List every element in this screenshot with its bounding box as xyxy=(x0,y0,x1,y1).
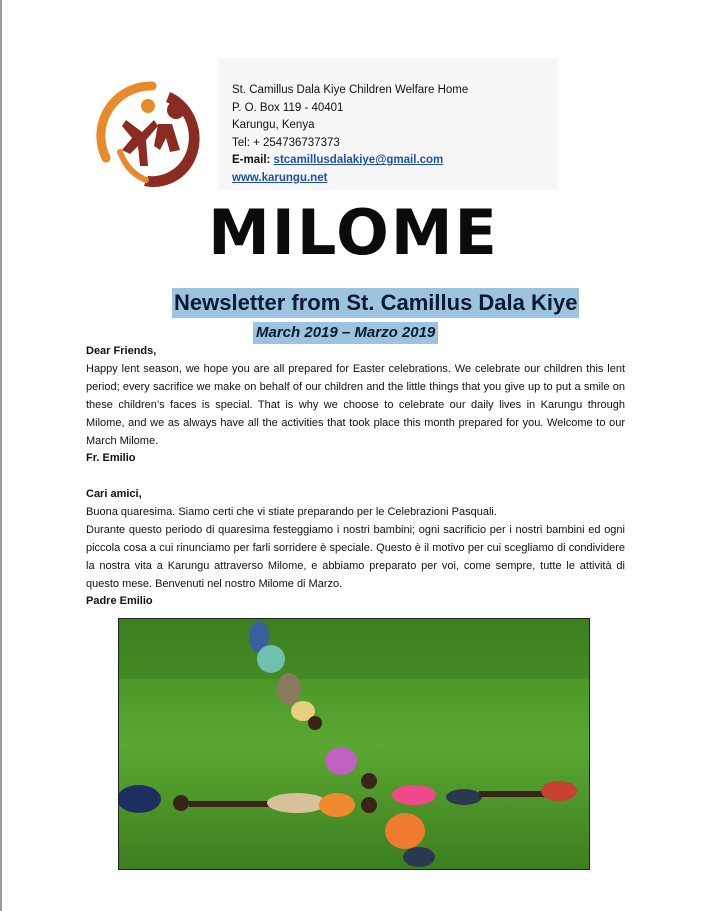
italian-signature: Padre Emilio xyxy=(86,595,153,608)
contact-block xyxy=(232,82,468,188)
english-signature: Fr. Emilio xyxy=(86,452,136,465)
children-cross-photo xyxy=(118,618,590,870)
italian-body: Durante questo periodo di quaresima festeggiamo i nostri bambini; ogni sacrificio per i nostri bambini ed ogni piccola cosa a cui rinunciamo per farli sorridere è speciale. Questo è il motivo per cui scegliamo di condividere la nostra vita a Karungu attraverso Milome, e abbiamo preparato per voi, come sempre, tutte le attività di questo mese. Benvenuti nel nostro Milome di Marzo. xyxy=(86,523,625,590)
po-box: P. O. Box 119 - 40401 xyxy=(232,101,344,114)
english-body: Happy lent season, we hope you are all prepared for Easter celebrations. We celebrate our children this lent period; every sacrifice we make on behalf of our children and the little things that you give up to put a smile on these children’s faces is special. That is why we choose to celebrate our daily lives in Karungu through Milome, and we as always have all the activities that took place this month prepared for you. Welcome to our March Milome. xyxy=(86,362,625,447)
english-greeting: Dear Friends, xyxy=(86,345,157,357)
newsletter-title: Newsletter from St. Camillus Dala Kiye xyxy=(172,288,579,318)
english-message xyxy=(86,343,625,468)
org-name: St. Camillus Dala Kiye Children Welfare Home xyxy=(232,84,469,96)
email-line xyxy=(232,152,468,170)
organization-logo xyxy=(96,80,208,192)
italian-line1: Buona quaresima. Siamo certi che vi stiate preparando per le Celebrazioni Pasquali. xyxy=(86,505,497,518)
italian-greeting: Cari amici, xyxy=(86,488,142,500)
italian-message xyxy=(86,486,625,611)
issue-date: March 2019 – Marzo 2019 xyxy=(253,322,438,344)
email-link[interactable]: stcamillusdalakiye@gmail.com xyxy=(273,154,444,167)
website-link[interactable]: www.karungu.net xyxy=(232,171,328,184)
telephone: Tel: + 254736737373 xyxy=(232,136,340,149)
location: Karungu, Kenya xyxy=(232,119,315,132)
email-label: E-mail: xyxy=(232,154,274,167)
website-line xyxy=(232,170,468,188)
page-edge xyxy=(0,0,2,911)
masthead-title: MILOME xyxy=(208,196,499,269)
